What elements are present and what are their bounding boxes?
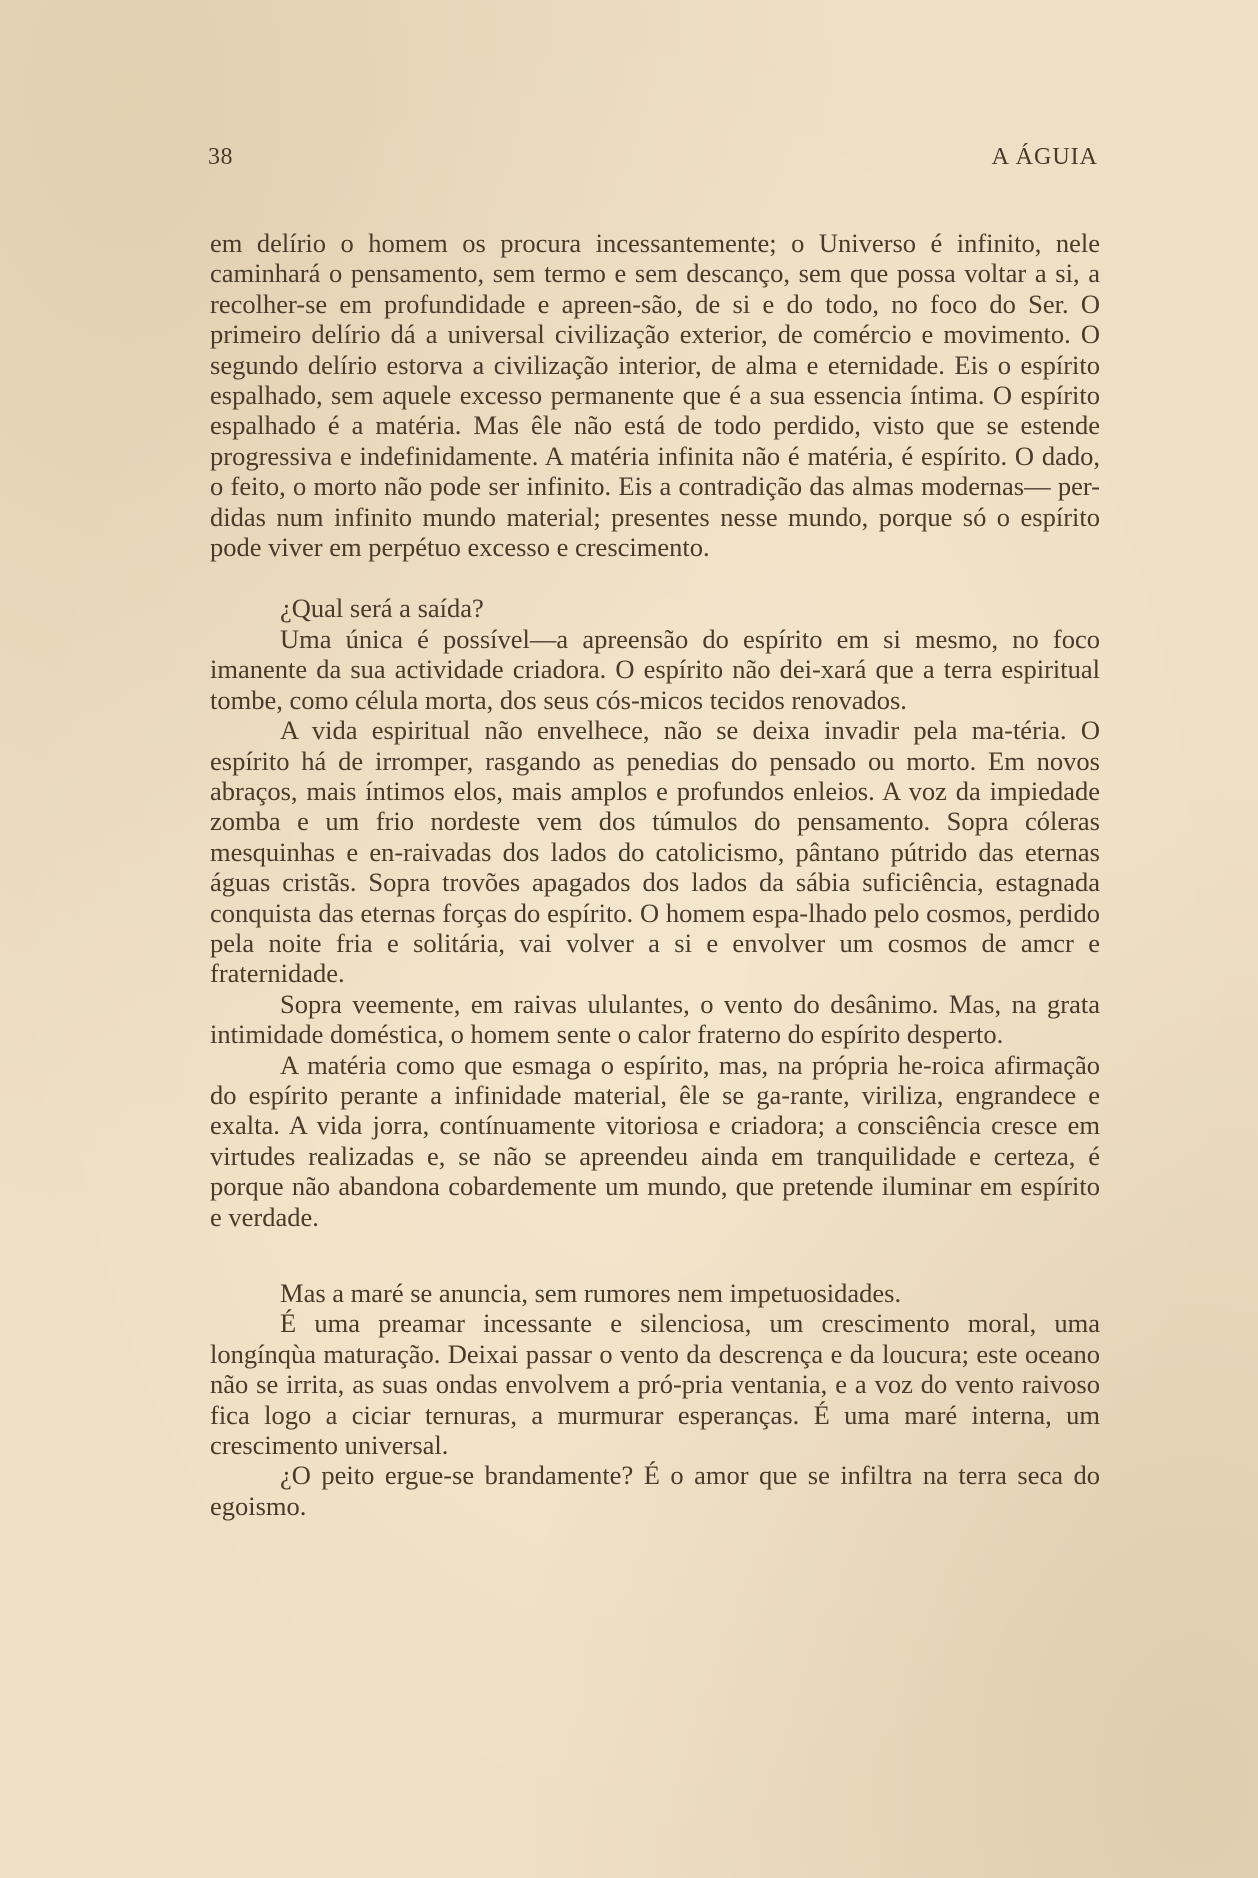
- journal-title: A ÁGUIA: [991, 144, 1098, 170]
- page-number: 38: [208, 144, 233, 170]
- paragraph: ¿O peito ergue-se brandamente? É o amor que se infiltra na terra seca do egoismo.: [210, 1460, 1100, 1521]
- paragraph: É uma preamar incessante e silenciosa, um crescimento moral, uma longínqùa maturação. Deixai passar o vento da descrença e da loucura; este oceano não se irrita, as suas ondas envolvem a pró-pria ventania, e a voz do vento raivoso fica logo a ciciar ternuras, a murmurar esperanças. É uma maré interna, um crescimento universal.: [210, 1308, 1100, 1461]
- paragraph: Sopra veemente, em raivas ululantes, o vento do desânimo. Mas, na grata intimidade doméstica, o homem sente o calor fraterno do espírito desperto.: [210, 988, 1100, 1050]
- paragraph: A vida espiritual não envelhece, não se deixa invadir pela ma-téria. O espírito há de irromper, rasgando as penedias do pensado ou morto. Em novos abraços, mais íntimos elos, mais amplos e profundos enleios. A voz da impiedade zomba e um frio nordeste vem dos túmulos do pensamento. Sopra cóleras mesquinhas e en-raivadas dos lados do catolicismo, pântano pútrido das eternas águas cristãs. Sopra trovões apagados dos lados da sábia suficiência, estagnada conquista das eternas forças do espírito. O homem espa-lhado pelo cosmos, perdido pela noite fria e solitária, vai volver a si e envolver um cosmos de amcr e fraternidade.: [210, 715, 1100, 989]
- running-head: [208, 144, 1098, 176]
- paragraph: A matéria como que esmaga o espírito, mas, na própria he-roica afirmação do espírito perante a infinidade material, êle se ga-rante, viriliza, engrandece e exalta. A vida jorra, contínuamente vitoriosa e criadora; a consciência cresce em virtudes realizadas e, se não se apreendeu ainda em tranquilidade e certeza, é porque não abandona cobardemente um mundo, que pretende iluminar em espírito e verdade.: [210, 1049, 1100, 1232]
- paragraph: Uma única é possível—a apreensão do espírito em si mesmo, no foco imanente da sua actividade criadora. O espírito não dei-xará que a terra espiritual tombe, como célula morta, dos seus cós-micos tecidos renovados.: [210, 623, 1100, 715]
- paragraph: Mas a maré se anuncia, sem rumores nem impetuosidades.: [280, 1278, 902, 1308]
- body-text: [210, 228, 1100, 1521]
- paragraph: em delírio o homem os procura incessantemente; o Universo é infinito, nele caminhará o pensamento, sem termo e sem descanço, sem que possa voltar a si, a recolher-se em profundidade e apreen-são, de si e do todo, no foco do Ser. O primeiro delírio dá a universal civilização exterior, de comércio e movimento. O segundo delírio estorva a civilização interior, de alma e eternidade. Eis o espírito espalhado, sem aquele excesso permanente que é a sua essencia íntima. O espírito espalhado é a matéria. Mas êle não está de todo perdido, visto que se estende progressiva e indefinidamente. A matéria infinita não é matéria, é espírito. O dado, o feito, o morto não pode ser infinito. Eis a contradição das almas modernas— per-didas num infinito mundo material; presentes nesse mundo, porque só o espírito pode viver em perpétuo excesso e crescimento.: [210, 228, 1100, 563]
- paragraph: ¿Qual será a saída?: [280, 593, 484, 624]
